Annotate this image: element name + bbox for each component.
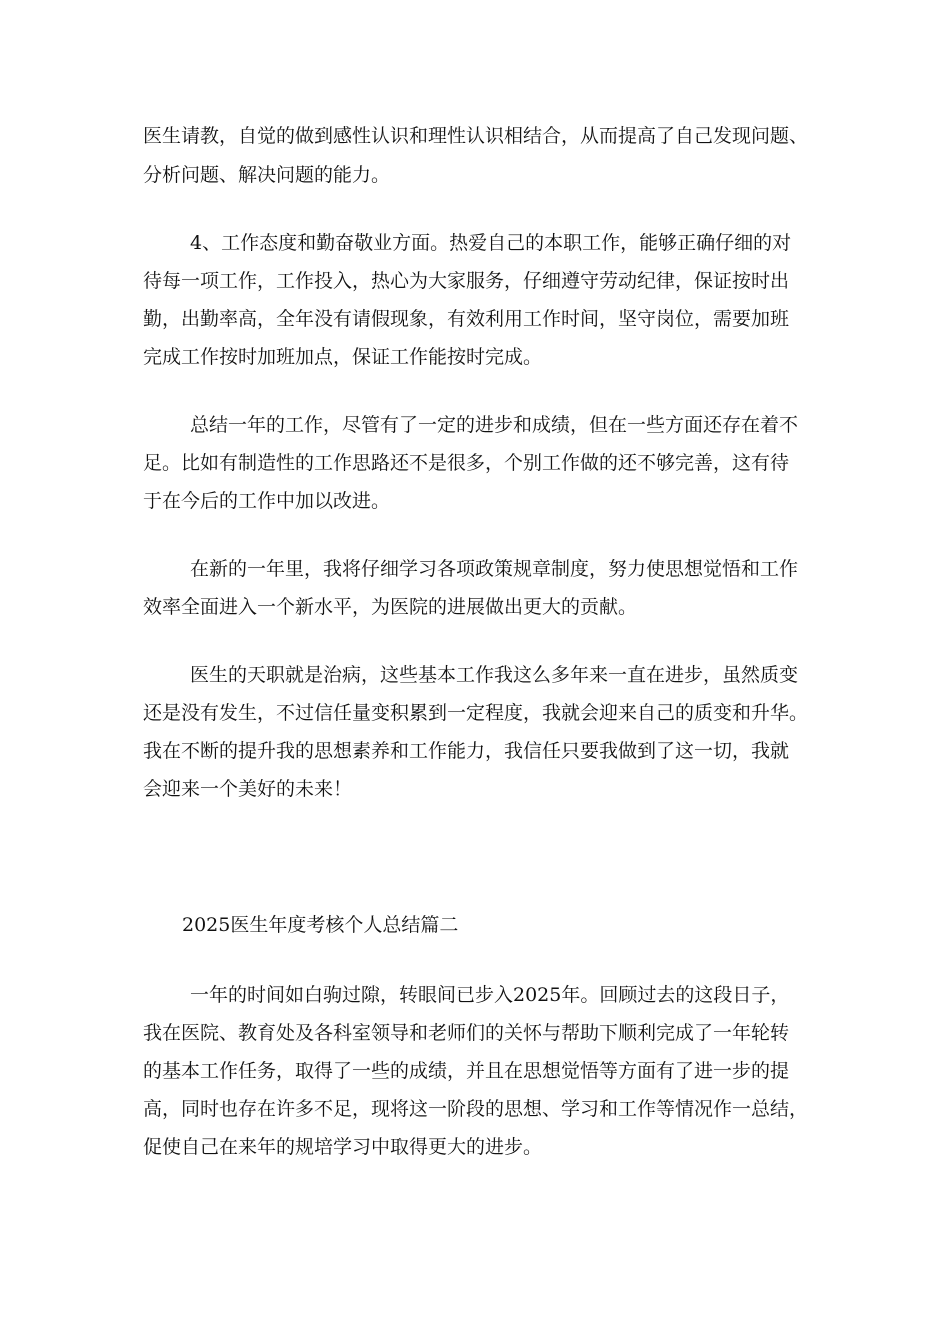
paragraph-line: 我在不断的提升我的思想素养和工作能力，我信任只要我做到了这一切，我就 (143, 740, 790, 762)
paragraph-line: 总结一年的工作，尽管有了一定的进步和成绩，但在一些方面还存在着不 (190, 414, 799, 436)
paragraph-line: 4、工作态度和勤奋敬业方面。热爱自己的本职工作，能够正确仔细的对 (190, 232, 792, 254)
paragraph-line: 在新的一年里，我将仔细学习各项政策规章制度，努力使思想觉悟和工作 (190, 558, 799, 580)
paragraph-line: 还是没有发生，不过信任量变积累到一定程度，我就会迎来自己的质变和升华。 (143, 702, 809, 724)
paragraph-line: 勤，出勤率高，全年没有请假现象，有效利用工作时间，坚守岗位，需要加班 (143, 308, 790, 330)
paragraph-line: 高，同时也存在许多不足，现将这一阶段的思想、学习和工作等情况作一总结， (143, 1098, 809, 1120)
paragraph-line: 分析问题、解决问题的能力。 (143, 164, 391, 186)
paragraph-line: 会迎来一个美好的未来！ (143, 778, 353, 800)
paragraph-line: 效率全面进入一个新水平，为医院的进展做出更大的贡献。 (143, 596, 638, 618)
paragraph-line: 促使自己在来年的规培学习中取得更大的进步。 (143, 1136, 543, 1158)
paragraph-line: 一年的时间如白驹过隙，转眼间已步入2025年。回顾过去的这段日子， (190, 984, 790, 1006)
paragraph-line: 于在今后的工作中加以改进。 (143, 490, 391, 512)
paragraph-line: 足。比如有制造性的工作思路还不是很多，个别工作做的还不够完善，这有待 (143, 452, 790, 474)
section-heading: 2025医生年度考核个人总结篇二 (182, 914, 459, 936)
paragraph-line: 医生请教，自觉的做到感性认识和理性认识相结合，从而提高了自己发现问题、 (143, 125, 809, 147)
paragraph-line: 完成工作按时加班加点，保证工作能按时完成。 (143, 346, 543, 368)
paragraph-line: 的基本工作任务，取得了一些的成绩，并且在思想觉悟等方面有了进一步的提 (143, 1060, 790, 1082)
paragraph-line: 我在医院、教育处及各科室领导和老师们的关怀与帮助下顺利完成了一年轮转 (143, 1022, 790, 1044)
paragraph-line: 待每一项工作，工作投入，热心为大家服务，仔细遵守劳动纪律，保证按时出 (143, 270, 790, 292)
paragraph-line: 医生的天职就是治病，这些基本工作我这么多年来一直在进步，虽然质变 (190, 664, 799, 686)
